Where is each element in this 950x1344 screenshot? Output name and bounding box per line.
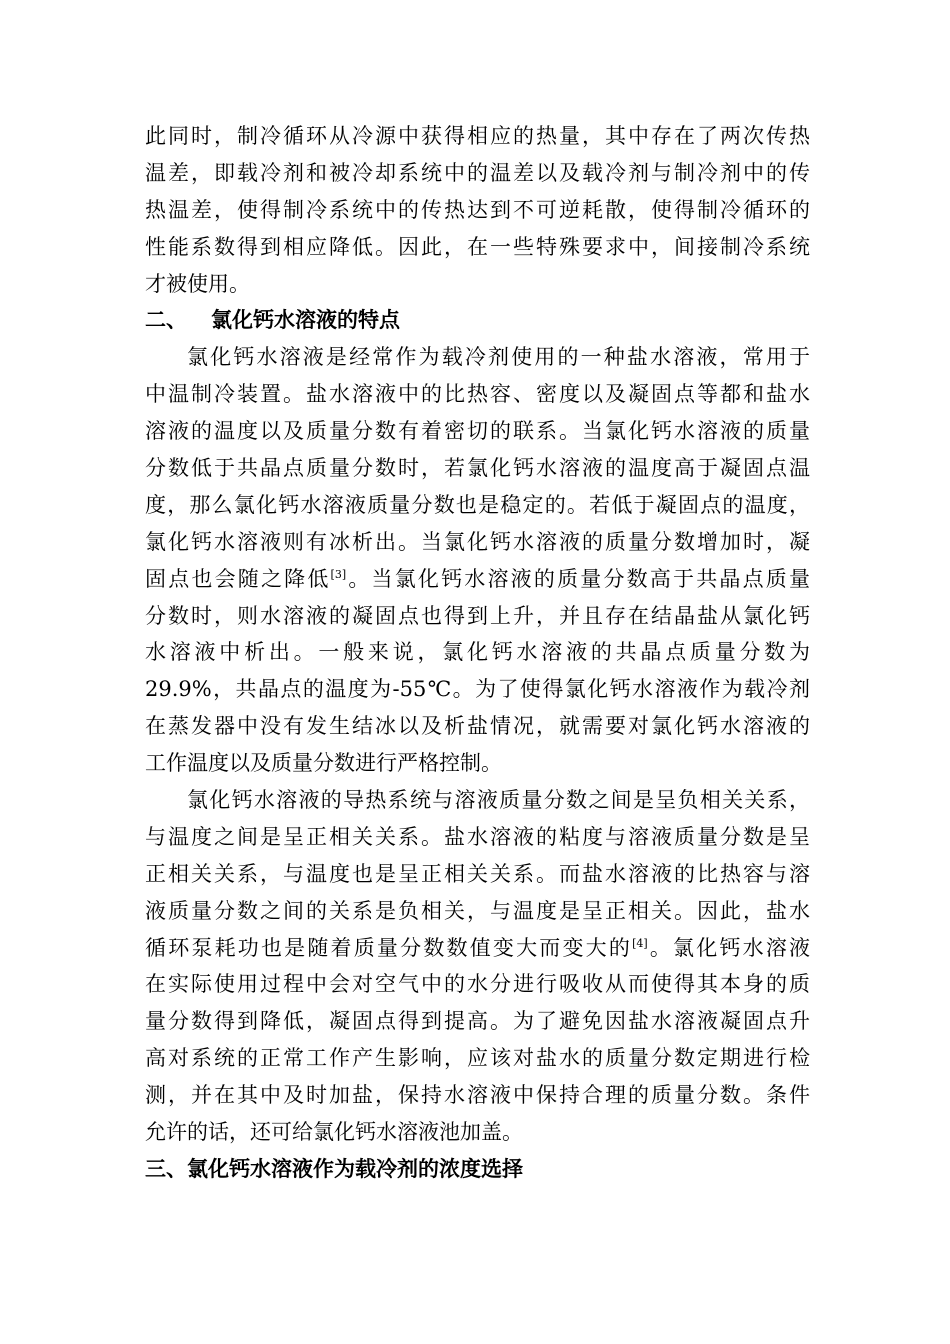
text-line: 热温差，使得制冷系统中的传热达到不可逆耗散，使得制冷循环的 [145, 197, 810, 222]
text-line: 允许的话，还可给氯化钙水溶液池加盖。 [145, 1120, 523, 1145]
text-line: 液质量分数之间的关系是负相关，与温度是呈正相关。因此，盐水 [145, 898, 810, 923]
section-title: 氯化钙水溶液的特点 [211, 307, 400, 333]
text-line: 性能系数得到相应降低。因此，在一些特殊要求中，间接制冷系统 [145, 234, 810, 259]
text-line: 在实际使用过程中会对空气中的水分进行吸收从而使得其本身的质 [145, 972, 810, 997]
text-line: 溶液的温度以及质量分数有着密切的联系。当氯化钙水溶液的质量 [145, 419, 810, 444]
citation-ref-4: [4] [632, 936, 648, 950]
text-line: 分数低于共晶点质量分数时，若氯化钙水溶液的温度高于凝固点温 [145, 456, 810, 481]
text-line: 中温制冷装置。盐水溶液中的比热容、密度以及凝固点等都和盐水 [145, 382, 810, 407]
text-line: 测，并在其中及时加盐，保持水溶液中保持合理的质量分数。条件 [145, 1083, 810, 1108]
text-line: 与温度之间是呈正相关关系。盐水溶液的粘度与溶液质量分数是呈 [145, 824, 810, 849]
text-line: 在蒸发器中没有发生结冰以及析盐情况，就需要对氯化钙水溶液的 [145, 714, 810, 739]
text-segment: 。氯化钙水溶液 [647, 935, 811, 960]
text-line: 度，那么氯化钙水溶液质量分数也是稳定的。若低于凝固点的温度， [145, 492, 810, 517]
text-line: 才被使用。 [145, 271, 250, 296]
text-line: 高对系统的正常工作产生影响，应该对盐水的质量分数定期进行检 [145, 1046, 810, 1071]
text-line: 正相关关系，与温度也是呈正相关关系。而盐水溶液的比热容与溶 [145, 861, 810, 886]
text-line-with-citation [145, 561, 810, 598]
text-line: 分数时，则水溶液的凝固点也得到上升，并且存在结晶盐从氯化钙 [145, 603, 810, 628]
text-line: 水溶液中析出。一般来说，氯化钙水溶液的共晶点质量分数为 [145, 640, 810, 665]
text-line: 29.9%，共晶点的温度为-55℃。为了使得氯化钙水溶液作为载冷剂 [145, 677, 810, 702]
paragraph-calcium-chloride-properties [145, 339, 810, 782]
text-segment: 循环泵耗功也是随着质量分数数值变大而变大的 [145, 935, 633, 960]
text-line: 温差，即载冷剂和被冷却系统中的温差以及载冷剂与制冷剂中的传 [145, 160, 810, 185]
paragraph-brine-behavior [145, 782, 810, 1151]
text-line: 工作温度以及质量分数进行严格控制。 [145, 751, 502, 776]
citation-ref-3: [3] [330, 567, 347, 581]
text-line: 氯化钙水溶液则有冰析出。当氯化钙水溶液的质量分数增加时，凝 [145, 529, 810, 554]
text-line: 此同时，制冷循环从冷源中获得相应的热量，其中存在了两次传热 [145, 124, 810, 148]
text-line: 量分数得到降低，凝固点得到提高。为了避免因盐水溶液凝固点升 [145, 1009, 810, 1034]
section-heading-2 [145, 302, 810, 339]
section-heading-3: 三、氯化钙水溶液作为载冷剂的浓度选择 [145, 1155, 523, 1181]
section-number: 二、 [145, 307, 187, 333]
text-segment: 固点也会随之降低 [145, 566, 331, 591]
paragraph-intro-continuation [145, 118, 810, 302]
text-line-with-citation [145, 930, 810, 967]
text-line: 氯化钙水溶液的导热系统与溶液质量分数之间是呈负相关关系， [187, 788, 810, 813]
document-page [145, 118, 810, 1188]
text-line: 氯化钙水溶液是经常作为载冷剂使用的一种盐水溶液，常用于 [187, 345, 810, 370]
text-segment: 。当氯化钙水溶液的质量分数高于共晶点质量 [346, 566, 811, 591]
